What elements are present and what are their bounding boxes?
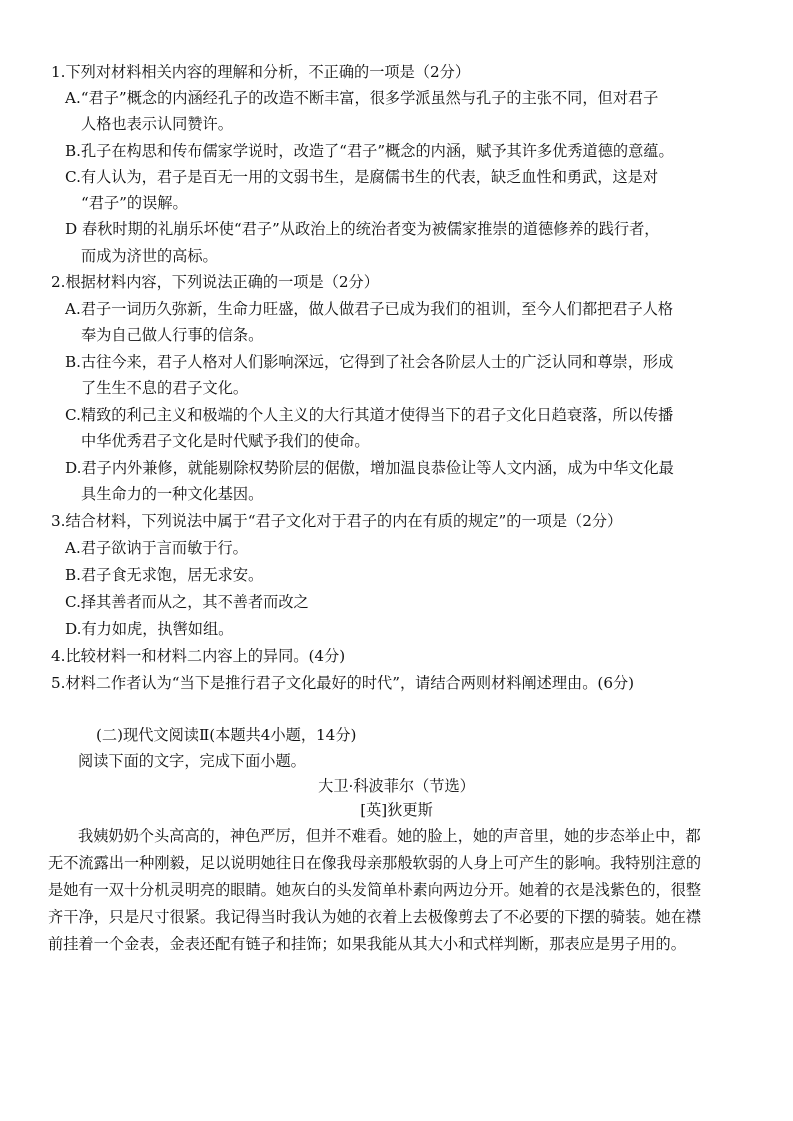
question-3-stem: 3.结合材料，下列说法中属于“君子文化对于君子的内在有质的规定”的一项是（2分） — [51, 512, 623, 530]
question-1-option-a-cont: 人格也表示认同赞许。 — [81, 115, 233, 133]
passage-title: 大卫·科波菲尔（节选） — [318, 777, 475, 795]
question-2-option-a: A.君子一词历久弥新，生命力旺盛，做人做君子已成为我们的祖训，至今人们都把君子人格 — [65, 300, 674, 318]
question-1-option-a: A.“君子”概念的内涵经孔子的改造不断丰富，很多学派虽然与孔子的主张不同，但对君子 — [65, 89, 659, 107]
question-5-stem: 5.材料二作者认为“当下是推行君子文化最好的时代”，请结合两则材料阐述理由。(6分) — [51, 674, 635, 692]
question-2-stem: 2.根据材料内容，下列说法正确的一项是（2分） — [51, 273, 379, 291]
passage-line-2: 无不流露出一种刚毅，足以说明她往日在像我母亲那般软弱的人身上可产生的影响。我特别注意的 — [48, 854, 702, 872]
passage-line-4: 齐干净，只是尺寸很紧。我记得当时我认为她的衣着上去极像剪去了不必要的下摆的骑装。她在襟 — [48, 908, 702, 926]
question-1-option-d-cont: 而成为济世的高标。 — [81, 247, 218, 265]
question-1-stem: 1.下列对材料相关内容的理解和分析，不正确的一项是（2分） — [51, 63, 471, 81]
passage-line-5: 前挂着一个金表，金表还配有链子和挂饰；如果我能从其大小和式样判断，那表应是男子用的。 — [48, 935, 686, 953]
question-2-option-a-cont: 奉为自己做人行事的信条。 — [81, 326, 264, 344]
question-2-option-c: C.精致的利己主义和极端的个人主义的大行其道才使得当下的君子文化日趋衰落，所以传播 — [65, 406, 674, 424]
section-instruction: 阅读下面的文字，完成下面小题。 — [78, 752, 306, 770]
question-1-option-c: C.有人认为，君子是百无一用的文弱书生，是腐儒书生的代表，缺乏血性和勇武，这是对 — [65, 168, 659, 186]
question-2-option-b-cont: 了生生不息的君子文化。 — [81, 379, 249, 397]
question-2-option-c-cont: 中华优秀君子文化是时代赋予我们的使命。 — [81, 432, 370, 450]
question-1-option-b: B.孔子在构思和传布儒家学说时，改造了“君子”概念的内涵，赋予其许多优秀道德的意蕴。 — [65, 142, 674, 160]
passage-line-1: 我姨奶奶个头高高的，神色严厉，但并不难看。她的脸上，她的声音里，她的步态举止中，都 — [78, 827, 701, 845]
question-2-option-b: B.古往今来，君子人格对人们影响深远，它得到了社会各阶层人士的广泛认同和尊崇，形成 — [65, 353, 674, 371]
passage-line-3: 是她有一双十分机灵明亮的眼睛。她灰白的头发简单朴素向两边分开。她着的衣是浅紫色的，很整 — [48, 881, 702, 899]
question-1-option-c-cont: “君子”的误解。 — [81, 194, 188, 212]
passage-author: [英]狄更斯 — [360, 801, 433, 819]
question-3-option-c: C.择其善者而从之，其不善者而改之 — [65, 593, 309, 611]
question-3-option-a: A.君子欲讷于言而敏于行。 — [65, 539, 248, 557]
question-4-stem: 4.比较材料一和材料二内容上的异同。(4分) — [51, 647, 346, 665]
question-3-option-d: D.有力如虎，执辔如组。 — [65, 620, 234, 638]
question-3-option-b: B.君子食无求饱，居无求安。 — [65, 566, 264, 584]
question-1-option-d: D 春秋时期的礼崩乐坏使“君子”从政治上的统治者变为被儒家推崇的道德修养的践行者， — [65, 220, 660, 238]
section-heading: (二)现代文阅读Ⅱ(本题共4小题，14分) — [96, 726, 357, 744]
question-2-option-d-cont: 具生命力的一种文化基因。 — [81, 485, 264, 503]
question-2-option-d: D.君子内外兼修，就能剔除权势阶层的倨傲，增加温良恭俭让等人文内涵，成为中华文化最 — [65, 459, 674, 477]
